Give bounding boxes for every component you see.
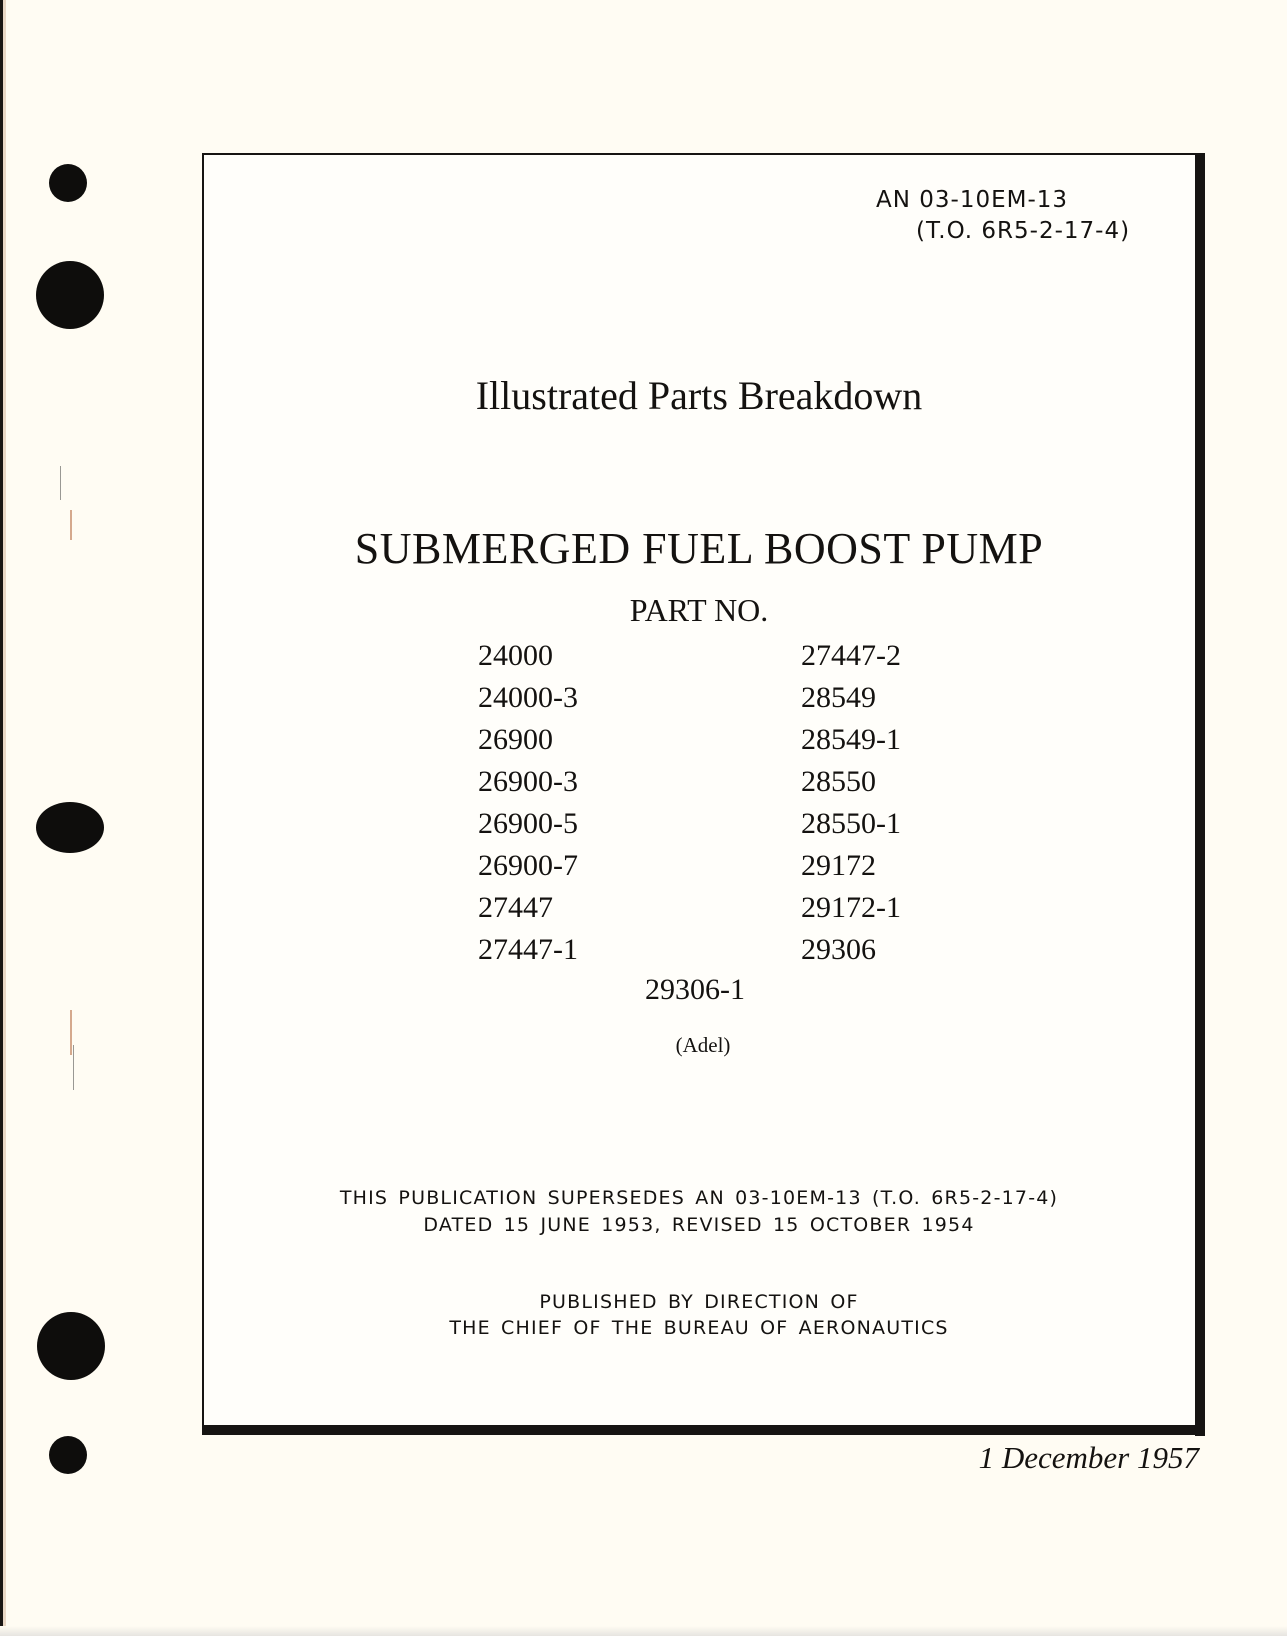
publication-title: Illustrated Parts Breakdown <box>475 373 923 418</box>
part-number-label: PART NO. <box>629 592 769 628</box>
part-number: 28549-1 <box>801 723 901 756</box>
part-number: 29172 <box>801 849 876 882</box>
frame-shadow-bottom <box>202 1425 1205 1435</box>
paper-blemish <box>70 510 72 540</box>
part-number: 28550 <box>801 765 876 798</box>
part-number: 29306 <box>801 933 876 966</box>
part-number: 26900-7 <box>478 849 578 882</box>
supersedes-notice-line-1: THIS PUBLICATION SUPERSEDES AN 03-10EM-13 (T.O. 6R5-2-17-4) <box>339 1187 1059 1209</box>
frame-shadow-right <box>1195 153 1205 1436</box>
technical-order-number: (T.O. 6R5-2-17-4) <box>916 218 1131 244</box>
paper-blemish <box>70 1010 72 1055</box>
part-number: 26900 <box>478 723 553 756</box>
part-number: 28549 <box>801 681 876 714</box>
binder-hole-small-bottom <box>49 1436 87 1474</box>
part-number: 29172-1 <box>801 891 901 924</box>
part-number-centered: 29306-1 <box>645 973 745 1006</box>
page-left-edge <box>0 0 6 1636</box>
binder-hole-large-2 <box>36 802 104 853</box>
part-number: 24000-3 <box>478 681 578 714</box>
part-number: 26900-3 <box>478 765 578 798</box>
part-number-column-left <box>478 635 578 971</box>
part-number-column-right <box>801 635 901 971</box>
part-number: 27447-1 <box>478 933 578 966</box>
binder-hole-small-top <box>49 164 87 202</box>
binder-hole-large-3 <box>37 1312 105 1380</box>
authority-line-2: THE CHIEF OF THE BUREAU OF AERONAUTICS <box>449 1317 949 1339</box>
document-number: AN 03-10EM-13 <box>876 187 1069 213</box>
publication-date: 1 December 1957 <box>978 1440 1199 1475</box>
part-number: 28550-1 <box>801 807 901 840</box>
authority-line-1: PUBLISHED BY DIRECTION OF <box>539 1291 859 1313</box>
part-number: 27447 <box>478 891 553 924</box>
binder-hole-large-1 <box>36 261 104 329</box>
part-number: 24000 <box>478 639 553 672</box>
part-number: 26900-5 <box>478 807 578 840</box>
page-bottom-shadow <box>0 1626 1287 1636</box>
part-number: 27447-2 <box>801 639 901 672</box>
manufacturer-name: (Adel) <box>675 1033 731 1057</box>
paper-blemish <box>73 1045 74 1090</box>
supersedes-notice-line-2: DATED 15 JUNE 1953, REVISED 15 OCTOBER 1954 <box>423 1214 975 1236</box>
paper-blemish <box>60 466 61 500</box>
subject-title: SUBMERGED FUEL BOOST PUMP <box>354 524 1044 573</box>
